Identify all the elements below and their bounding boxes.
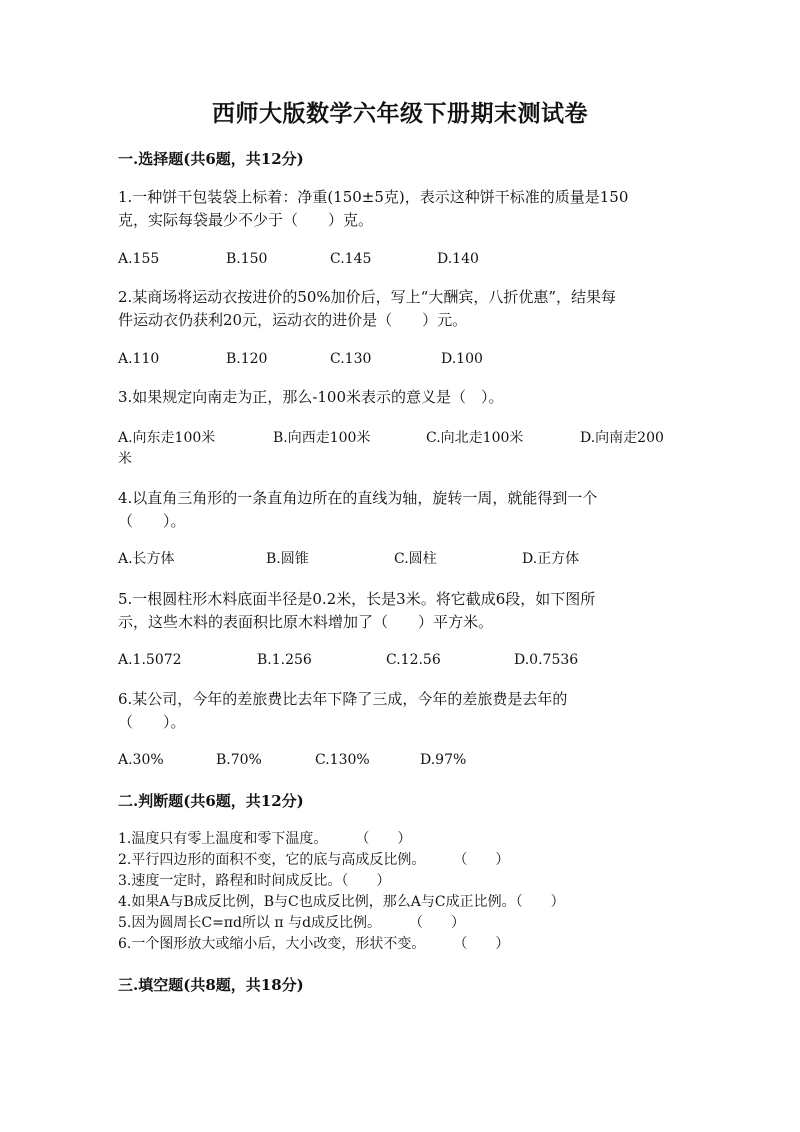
question-line: 3.如果规定向南走为正，那么-100米表示的意义是（ ）。: [118, 388, 504, 406]
option-b: B.向西走100米: [273, 430, 371, 446]
option-c: C.12.56: [386, 652, 441, 668]
choice-question-1: [118, 186, 684, 232]
option-a: A.155: [118, 251, 160, 267]
option-b: B.120: [226, 351, 268, 367]
choice-question-3: [118, 386, 684, 409]
option-c: C.145: [330, 251, 372, 267]
choice-question-2: [118, 286, 684, 332]
question-line: 件运动衣仍获利20元，运动衣的进价是（ ）元。: [118, 311, 468, 329]
option-a: A.向东走100米: [118, 430, 216, 446]
option-a: A.30%: [118, 752, 164, 768]
section-heading-judgment: 二.判断题(共6题，共12分): [118, 792, 304, 810]
option-c: C.130: [330, 351, 372, 367]
option-d: D.正方体: [522, 551, 580, 567]
question-line: 1.一种饼干包装袋上标着：净重(150±5克)，表示这种饼干标准的质量是150: [118, 188, 629, 206]
judgment-question-2: 2.平行四边形的面积不变，它的底与高成反比例。 （ ）: [118, 852, 510, 868]
option-d-wrap: 米: [118, 451, 132, 467]
option-d: D.100: [441, 351, 483, 367]
question-line: 4.以直角三角形的一条直角边所在的直线为轴，旋转一周，就能得到一个: [118, 489, 598, 507]
question-line: 5.一根圆柱形木料底面半径是0.2米，长是3米。将它截成6段，如下图所: [118, 590, 596, 608]
question-line: 示，这些木料的表面积比原木料增加了（ ）平方米。: [118, 613, 494, 631]
question-line: 6.某公司，今年的差旅费比去年下降了三成，今年的差旅费是去年的: [118, 690, 568, 708]
option-c: C.圆柱: [394, 551, 437, 567]
option-d: D.140: [437, 251, 479, 267]
question-line: （ ）。: [118, 512, 186, 530]
question-line: 克，实际每袋最少不少于（ ）克。: [118, 211, 374, 229]
option-b: B.70%: [216, 752, 262, 768]
option-c: C.130%: [315, 752, 370, 768]
option-d: D.向南走200: [580, 430, 664, 446]
option-b: B.150: [226, 251, 268, 267]
option-d: D.97%: [420, 752, 467, 768]
section-heading-choice: 一.选择题(共6题，共12分): [118, 150, 304, 168]
section-heading-fill: 三.填空题(共8题，共18分): [118, 976, 304, 994]
option-b: B.1.256: [257, 652, 312, 668]
question-line: 2.某商场将运动衣按进价的50%加价后，写上“大酬宾，八折优惠”，结果每: [118, 288, 616, 306]
choice-question-5: [118, 588, 684, 634]
choice-question-6: [118, 688, 684, 734]
option-a: A.1.5072: [118, 652, 182, 668]
choice-question-4: [118, 487, 684, 533]
option-a: A.长方体: [118, 551, 175, 567]
option-d: D.0.7536: [514, 652, 579, 668]
judgment-question-4: 4.如果A与B成反比例，B与C也成反比例，那么A与C成正比例。（ ）: [118, 894, 565, 910]
option-c: C.向北走100米: [426, 430, 524, 446]
option-b: B.圆锥: [266, 551, 309, 567]
judgment-question-1: 1.温度只有零上温度和零下温度。 （ ）: [118, 831, 412, 847]
question-line: （ ）。: [118, 713, 186, 731]
judgment-question-6: 6.一个图形放大或缩小后，大小改变，形状不变。 （ ）: [118, 936, 510, 952]
option-a: A.110: [118, 351, 160, 367]
judgment-question-3: 3.速度一定时，路程和时间成反比。（ ）: [118, 873, 391, 889]
judgment-question-5: 5.因为圆周长C=πd所以 π 与d成反比例。 （ ）: [118, 915, 466, 931]
page-title: 西师大版数学六年级下册期末测试卷: [212, 100, 588, 127]
